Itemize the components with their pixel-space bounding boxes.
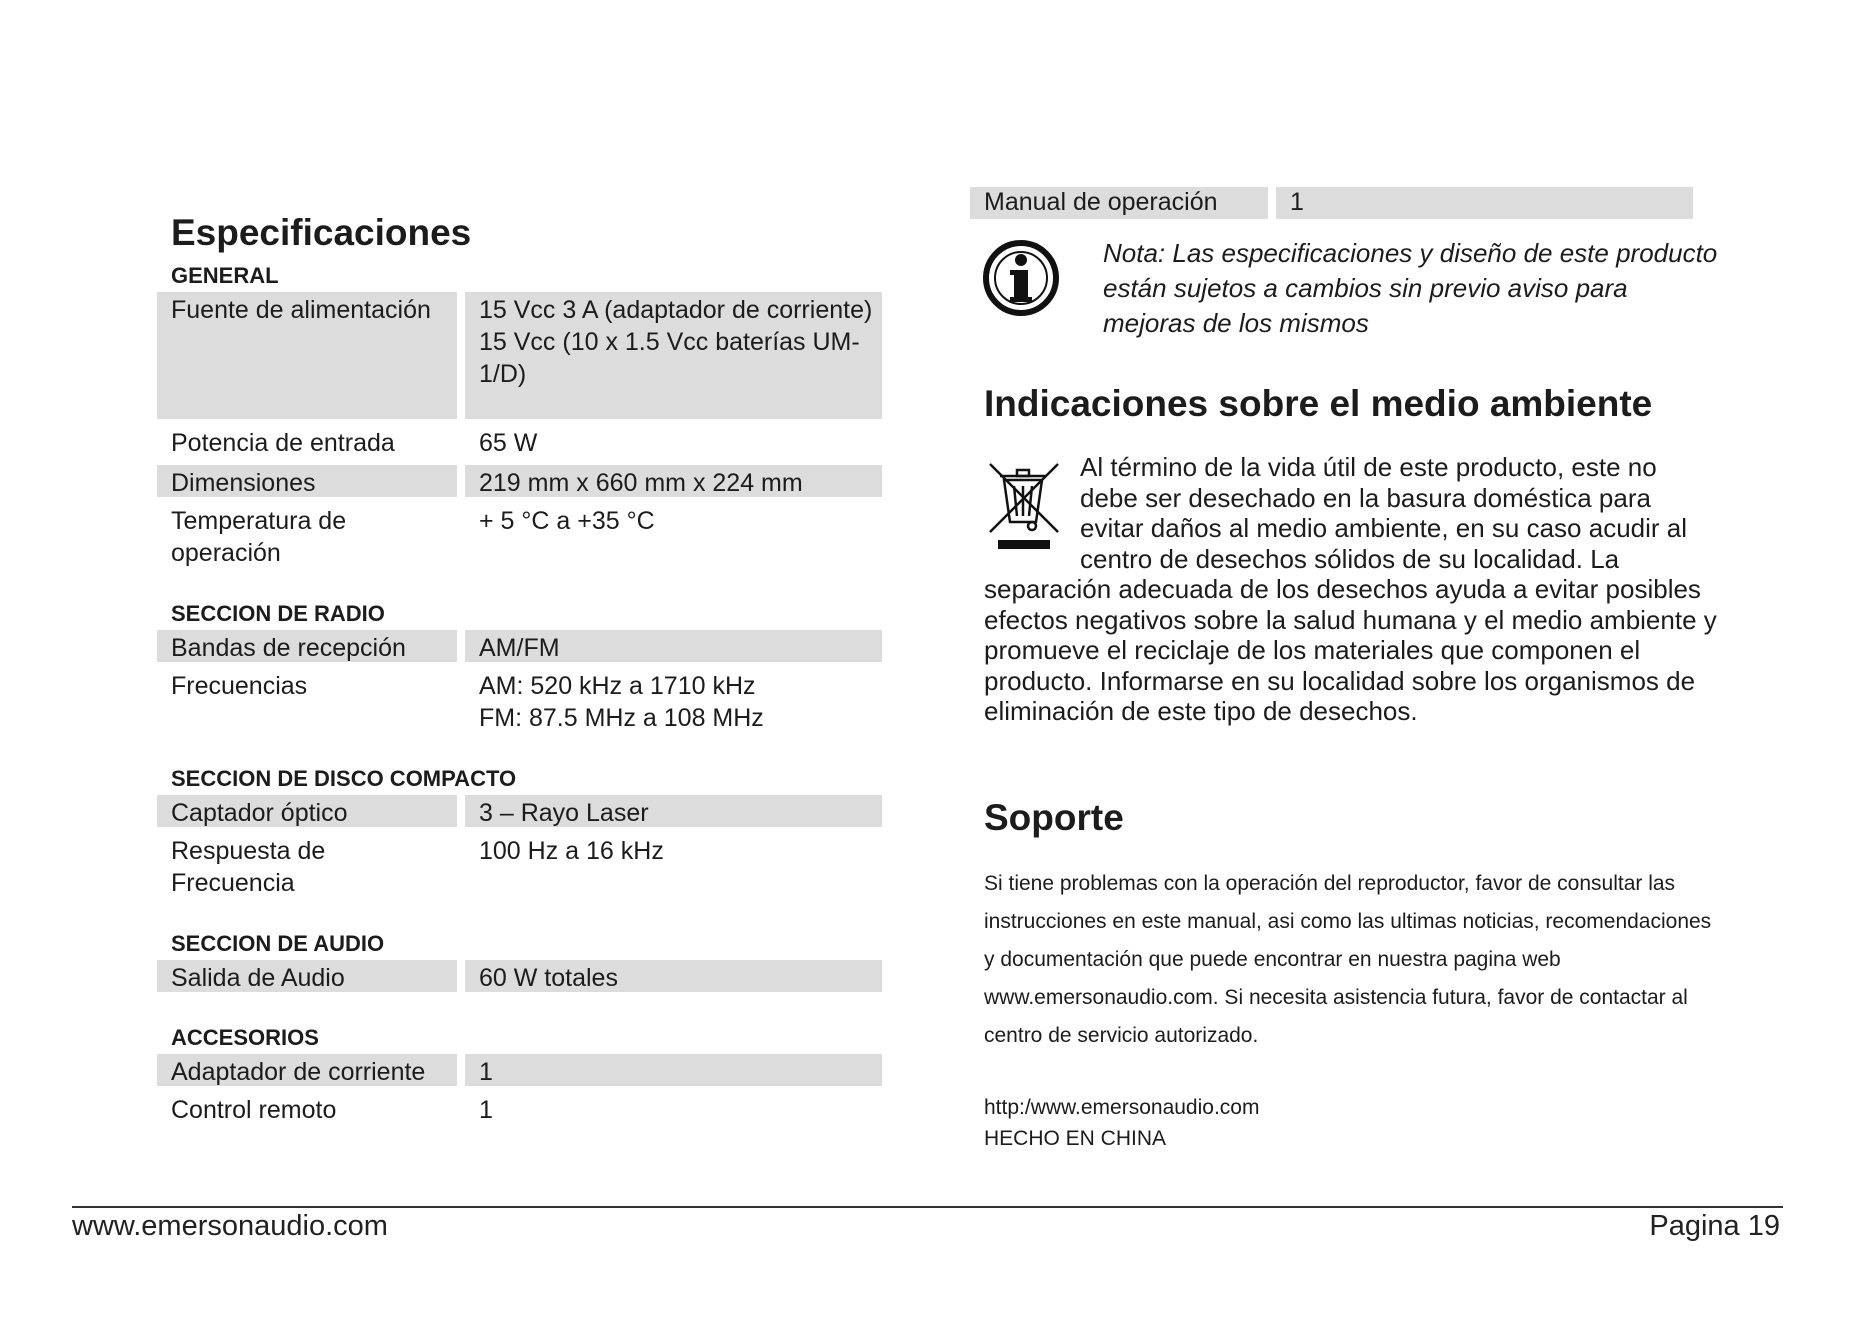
spec-value: 1 bbox=[1276, 187, 1693, 219]
spec-value: 1 bbox=[479, 1096, 493, 1124]
spec-value: 219 mm x 660 mm x 224 mm bbox=[465, 465, 882, 497]
section-heading-general: GENERAL bbox=[171, 263, 279, 288]
url-link[interactable]: http:/www.emersonaudio.com bbox=[984, 1096, 1260, 1119]
note-text: Nota: Las especificaciones y diseño de este producto están sujetos a cambios sin previo aviso para mejoras de los mismos bbox=[1103, 238, 1718, 338]
spec-label: Respuesta de Frecuencia bbox=[171, 837, 326, 897]
spec-label: Salida de Audio bbox=[157, 960, 457, 992]
env-paragraph bbox=[984, 452, 1719, 727]
weee-bin-icon bbox=[984, 452, 1080, 570]
spec-value: 1 bbox=[465, 1054, 882, 1086]
made-in-text: HECHO EN CHINA bbox=[984, 1127, 1167, 1150]
section-heading-accesorios: ACCESORIOS bbox=[171, 1025, 319, 1050]
spec-label: Dimensiones bbox=[157, 465, 457, 497]
info-icon bbox=[981, 238, 1061, 318]
footer-website[interactable]: www.emersonaudio.com bbox=[72, 1210, 388, 1242]
spec-label: Adaptador de corriente bbox=[157, 1054, 457, 1086]
footer-divider bbox=[72, 1206, 1783, 1208]
spec-value: 3 – Rayo Laser bbox=[465, 795, 882, 827]
spec-value: 100 Hz a 16 kHz bbox=[479, 837, 664, 865]
env-heading: Indicaciones sobre el medio ambiente bbox=[984, 383, 1653, 424]
section-heading-audio: SECCION DE AUDIO bbox=[171, 931, 385, 956]
spec-label: Frecuencias bbox=[171, 672, 308, 700]
spec-label: Manual de operación bbox=[970, 187, 1268, 219]
section-heading-radio: SECCION DE RADIO bbox=[171, 601, 385, 626]
spec-value: 60 W totales bbox=[465, 960, 882, 992]
page-title: Especificaciones bbox=[171, 212, 472, 253]
page-number: Pagina 19 bbox=[1649, 1210, 1780, 1242]
spec-label: Captador óptico bbox=[157, 795, 457, 827]
support-paragraph: Si tiene problemas con la operación del reproductor, favor de consultar las instrucciones en este manual, asi como las ultimas noticias, recomendaciones y documentación que puede encontrar en nuestra pagina web www.emersonaudio.com. Si necesita asistencia futura, favor de contactar al centro de servicio autorizado. bbox=[984, 872, 1712, 1047]
spec-value: AM: 520 kHz a 1710 kHz FM: 87.5 MHz a 108 MHz bbox=[479, 672, 764, 732]
spec-value: + 5 °C a +35 °C bbox=[479, 507, 655, 535]
spec-value: AM/FM bbox=[465, 630, 882, 662]
spec-label: Potencia de entrada bbox=[171, 429, 395, 457]
spec-value: 15 Vcc 3 A (adaptador de corriente) 15 Vcc (10 x 1.5 Vcc baterías UM-1/D) bbox=[465, 292, 882, 419]
section-heading-cd: SECCION DE DISCO COMPACTO bbox=[171, 766, 517, 791]
support-heading: Soporte bbox=[984, 797, 1124, 838]
env-body: Al término de la vida útil de este producto, este no debe ser desechado en la basura doméstica para evitar daños al medio ambiente, en su caso acudir al centro de desechos sólidos de su localidad. La separación adecuada de los desechos ayuda a evitar posibles efectos negativos sobre la salud humana y el medio ambiente y promueve el reciclaje de los materiales que componen el producto. Informarse en su localidad sobre los organismos de eliminación de este tipo de desechos. bbox=[984, 452, 1717, 726]
spec-label: Bandas de recepción bbox=[157, 630, 457, 662]
spec-label: Control remoto bbox=[171, 1096, 337, 1124]
spec-value: 65 W bbox=[479, 429, 538, 457]
spec-label: Temperatura de operación bbox=[171, 507, 347, 567]
spec-label: Fuente de alimentación bbox=[157, 292, 457, 419]
